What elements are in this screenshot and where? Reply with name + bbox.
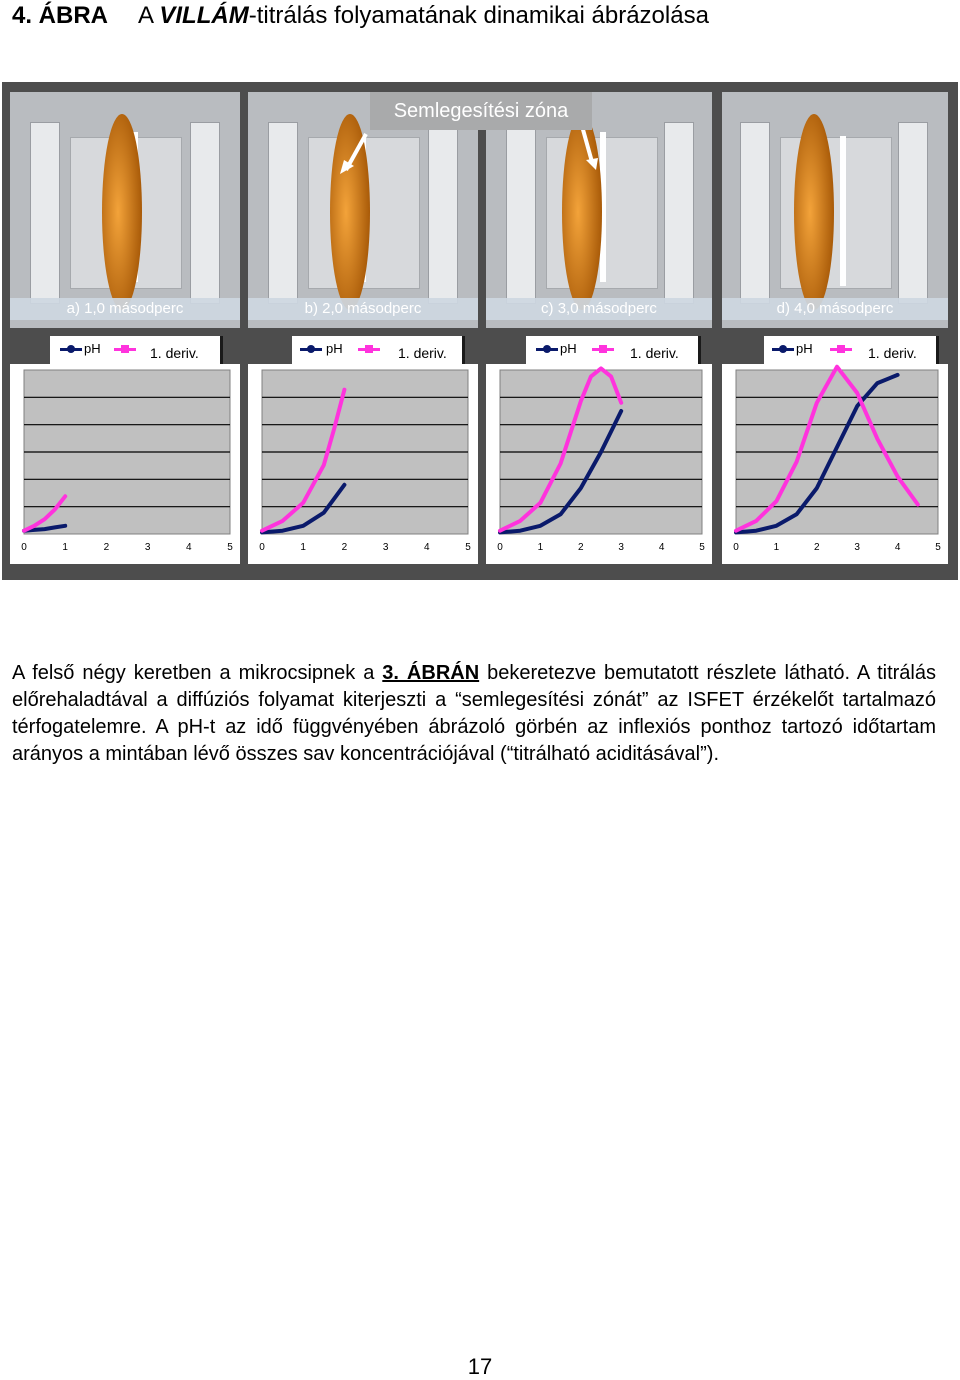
x-tick-label: 4 — [894, 542, 901, 553]
x-tick-label: 2 — [814, 542, 820, 553]
x-tick-label: 0 — [21, 542, 27, 553]
x-tick-label: 3 — [382, 542, 389, 553]
x-tick-label: 0 — [259, 542, 265, 553]
x-tick-label: 5 — [699, 542, 705, 553]
legend-ph-label: pH — [326, 341, 343, 356]
legend-ph-label: pH — [796, 341, 813, 356]
x-tick-label: 1 — [773, 542, 780, 553]
x-tick-label: 3 — [144, 542, 151, 553]
title-rest: -titrálás folyamatának dinamikai ábrázolása — [248, 2, 709, 29]
body-paragraph — [12, 660, 936, 768]
x-tick-label: 1 — [62, 542, 68, 553]
x-tick-label: 4 — [186, 542, 192, 553]
x-tick-label: 2 — [578, 542, 584, 553]
x-tick-label: 5 — [465, 542, 471, 553]
page-number: 17 — [467, 1354, 493, 1379]
figure-reference-link[interactable]: 3. ÁBRÁN — [382, 662, 480, 684]
legend-deriv-label: 1. deriv. — [398, 345, 447, 361]
x-tick-label: 4 — [424, 542, 430, 553]
chart-panel-a — [10, 364, 240, 564]
title-prefix: A — [138, 2, 160, 29]
chart-panel-c — [486, 364, 712, 564]
x-tick-label: 0 — [733, 542, 739, 553]
panel-caption: c) 3,0 másodperc — [486, 298, 712, 320]
legend-deriv-label: 1. deriv. — [630, 345, 679, 361]
legend-deriv-label: 1. deriv. — [150, 345, 199, 361]
x-tick-label: 1 — [300, 542, 306, 553]
arrow-icon — [336, 128, 376, 178]
neutralization-zone-label: Semlegesítési zóna — [370, 92, 592, 130]
x-tick-label: 2 — [103, 542, 110, 553]
x-tick-label: 5 — [935, 542, 941, 553]
panel-caption: d) 4,0 másodperc — [722, 298, 948, 320]
figure-number: 4. ÁBRA — [12, 2, 109, 29]
panel-caption: b) 2,0 másodperc — [248, 298, 478, 320]
x-tick-label: 3 — [618, 542, 624, 553]
x-tick-label: 2 — [341, 542, 348, 553]
legend-ph-label: pH — [84, 341, 101, 356]
chart-panel-b — [248, 364, 478, 564]
chart-svg — [248, 364, 478, 564]
title-emphasis: VILLÁM — [159, 2, 249, 29]
panel-caption: a) 1,0 másodperc — [10, 298, 240, 320]
body-text-b: bekeretezve bemutatott részlete látható. A titrálás előrehaladtával a diffúziós folyamat kiterjeszti a “semlegesítési zónát” az ISFET érzékelőt tartalmazó térfogatelemre. A pH-t az idő függvényében ábrázoló görbén az inflexiós ponthoz tartozó időtartam arányos a mintában lévő összes sav koncentrációjával (“titrálható aciditásával”). — [12, 662, 936, 765]
photo-panel-d — [722, 92, 948, 328]
x-tick-label: 1 — [537, 542, 544, 553]
titration-figure — [2, 82, 958, 580]
chart-svg — [10, 364, 240, 564]
legend-deriv-label: 1. deriv. — [868, 345, 917, 361]
body-text-a: A felső négy keretben a mikrocsipnek a — [12, 662, 383, 684]
x-tick-label: 4 — [658, 542, 665, 553]
legend-ph-label: pH — [560, 341, 577, 356]
figure-title — [12, 2, 709, 30]
photo-panel-a — [10, 92, 240, 328]
chart-panel-d — [722, 364, 948, 564]
chart-svg — [486, 364, 712, 564]
x-tick-label: 3 — [854, 542, 860, 553]
x-tick-label: 5 — [227, 542, 233, 553]
x-tick-label: 0 — [497, 542, 503, 553]
chart-svg — [722, 364, 948, 564]
